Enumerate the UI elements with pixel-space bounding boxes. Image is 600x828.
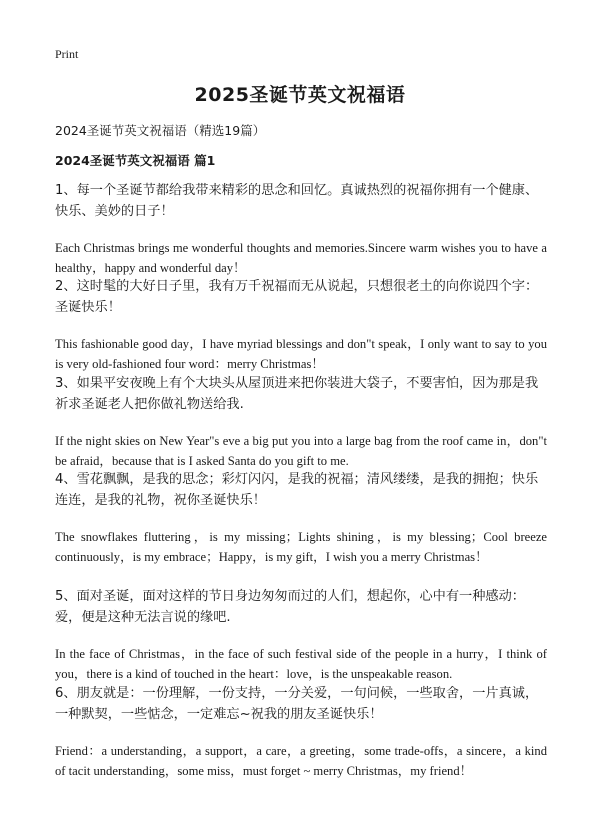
greeting-english: Each Christmas brings me wonderful thoughts and memories.Sincere warm wishes you to have a healthy，happy and wonderful day！ xyxy=(55,241,547,275)
print-label: Print xyxy=(55,47,79,61)
greeting-item-1 xyxy=(55,180,547,278)
greeting-english: This fashionable good day，I have myriad blessings and don"t speak，I only want to say to you is very old-fashioned four word：merry Christmas！ xyxy=(55,337,547,371)
greeting-chinese: 5、面对圣诞，面对这样的节日身边匆匆而过的人们，想起你，心中有一种感动：爱，便是这种无法言说的缘吧. xyxy=(55,589,525,625)
greeting-item-2 xyxy=(55,276,547,374)
greeting-chinese: 6、朋友就是：一份理解，一份支持，一分关爱，一句问候，一些取舍，一片真诚，一种默契，一些惦念，一定难忘~祝我的朋友圣诞快乐！ xyxy=(55,686,539,722)
greeting-chinese: 2、这时髦的大好日子里，我有万千祝福而无从说起，只想很老土的向你说四个字：圣诞快乐！ xyxy=(55,279,539,315)
greeting-item-4 xyxy=(55,469,547,567)
greeting-english: In the face of Christmas，in the face of such festival side of the people in a hurry，I think of you，there is a kind of touched in the heart：love，is the unspeakable reason. xyxy=(55,647,547,681)
greeting-english: The snowflakes fluttering，is my missing；Lights shining，is my blessing；Cool breeze continuously，is my embrace；Happy，is my gift，I wish you a merry Christmas！ xyxy=(55,530,547,564)
document-title: 2025圣诞节英文祝福语 xyxy=(194,84,406,106)
document-subtitle: 2024圣诞节英文祝福语（精选19篇） xyxy=(55,123,266,138)
greeting-english: Friend：a understanding，a support，a care，a greeting，some trade-offs，a sincere，a kind of tacit understanding，some miss，must forget ~ merry Christmas，my friend！ xyxy=(55,744,547,778)
section-heading: 2024圣诞节英文祝福语 篇1 xyxy=(55,153,216,168)
greeting-chinese: 1、每一个圣诞节都给我带来精彩的思念和回忆。真诚热烈的祝福你拥有一个健康、快乐、美妙的日子！ xyxy=(55,183,539,219)
greeting-chinese: 3、如果平安夜晚上有个大块头从屋顶进来把你装进大袋子，不要害怕，因为那是我祈求圣诞老人把你做礼物送给我. xyxy=(55,376,539,412)
greeting-item-5 xyxy=(55,586,547,684)
greeting-english: If the night skies on New Year"s eve a big put you into a large bag from the roof came in，don"t be afraid，because that is I asked Santa do you gift to me. xyxy=(55,434,547,468)
greeting-item-3 xyxy=(55,373,547,471)
greeting-item-6 xyxy=(55,683,547,781)
greeting-chinese: 4、雪花飘飘，是我的思念；彩灯闪闪，是我的祝福；清风缕缕，是我的拥抱；快乐连连，是我的礼物，祝你圣诞快乐！ xyxy=(55,472,539,508)
